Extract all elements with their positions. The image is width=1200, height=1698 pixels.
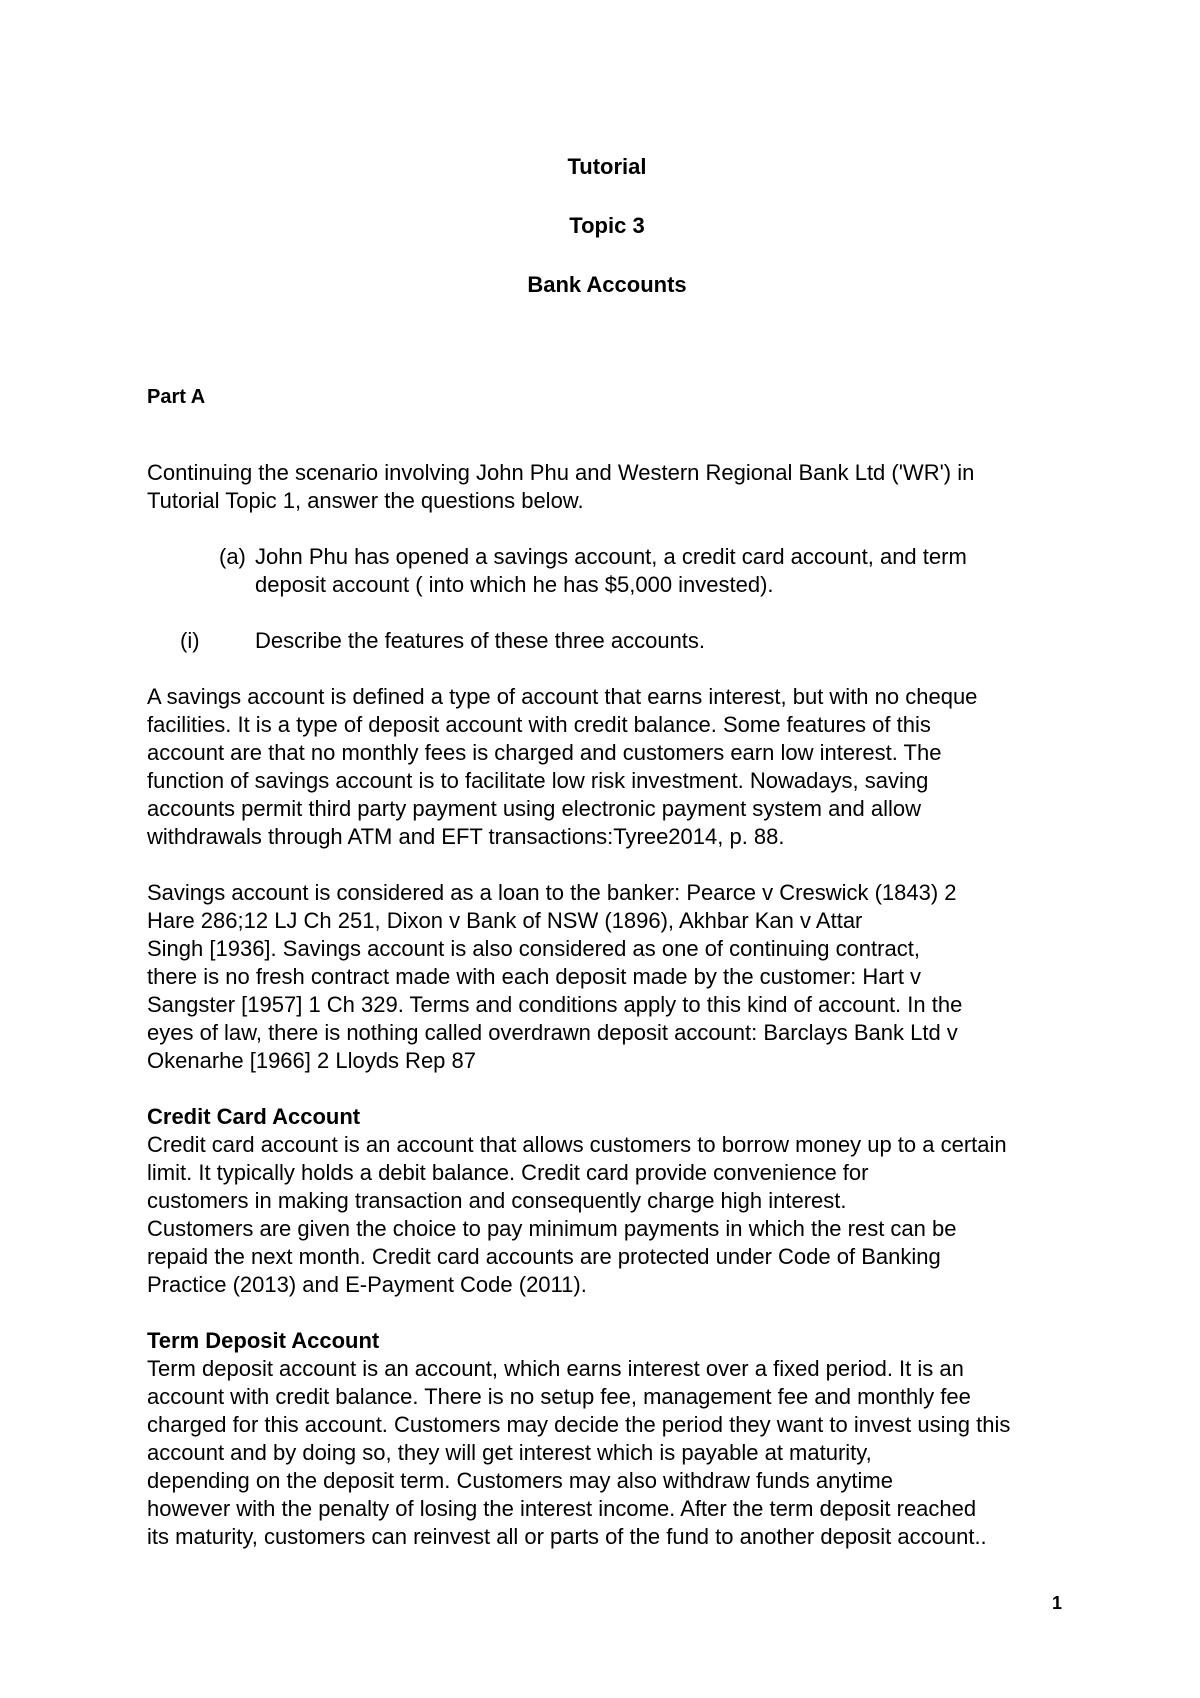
credit-card-title: Credit Card Account xyxy=(147,1104,361,1129)
question-i xyxy=(180,627,1067,655)
question-a-marker: (a) xyxy=(219,544,246,569)
question-a xyxy=(219,543,1067,599)
term-deposit-title: Term Deposit Account xyxy=(147,1328,380,1353)
page-number: 1 xyxy=(1052,1593,1063,1613)
savings-paragraph-1: A savings account is defined a type of account that earns interest, but with no cheque facilities. It is a type of deposit account with credit balance. Some features of this account are that no monthly fees is charged and customers earn low interest. The function of savings account is to facilitate low risk investment. Nowadays, saving accounts permit third party payment using electronic payment system and allow withdrawals through ATM and EFT transactions:Tyree2014, p. 88. xyxy=(147,684,978,849)
question-i-text: Describe the features of these three accounts. xyxy=(255,628,706,653)
heading-topic: Topic 3 xyxy=(569,213,645,238)
question-a-text: John Phu has opened a savings account, a credit card account, and term deposit account ( into which he has $5,000 invested). xyxy=(255,544,967,597)
savings-paragraph-2: Savings account is considered as a loan to the banker: Pearce v Creswick (1843) 2 Hare 286;12 LJ Ch 251, Dixon v Bank of NSW (1896), Akhbar Kan v Attar Singh [1936]. Savings account is also considered as one of continuing contract, there is no fresh contract made with each deposit made by the customer: Hart v Sangster [1957] 1 Ch 329. Terms and conditions apply to this kind of account. In the eyes of law, there is nothing called overdrawn deposit account: Barclays Bank Ltd v Okenarhe [1966] 2 Lloyds Rep 87 xyxy=(147,880,963,1073)
credit-card-paragraph: Credit card account is an account that allows customers to borrow money up to a certain limit. It typically holds a debit balance. Credit card provide convenience for customers in making transaction and consequently charge high interest. Customers are given the choice to pay minimum payments in which the rest can be repaid the next month. Credit card accounts are protected under Code of Banking Practice (2013) and E-Payment Code (2011). xyxy=(147,1132,1007,1297)
heading-tutorial: Tutorial xyxy=(567,154,647,179)
intro-paragraph: Continuing the scenario involving John Phu and Western Regional Bank Ltd ('WR') in Tutorial Topic 1, answer the questions below. xyxy=(147,460,975,513)
part-label: Part A xyxy=(147,386,206,408)
heading-bank-accounts: Bank Accounts xyxy=(527,272,687,297)
page-content xyxy=(147,154,1067,1551)
term-deposit-paragraph: Term deposit account is an account, which earns interest over a fixed period. It is an account with credit balance. There is no setup fee, management fee and monthly fee charged for this account. Customers may decide the period they want to invest using this account and by doing so, they will get interest which is payable at maturity, depending on the deposit term. Customers may also withdraw funds anytime however with the penalty of losing the interest income. After the term deposit reached its maturity, customers can reinvest all or parts of the fund to another deposit account.. xyxy=(147,1356,1011,1549)
question-i-marker: (i) xyxy=(180,628,200,653)
